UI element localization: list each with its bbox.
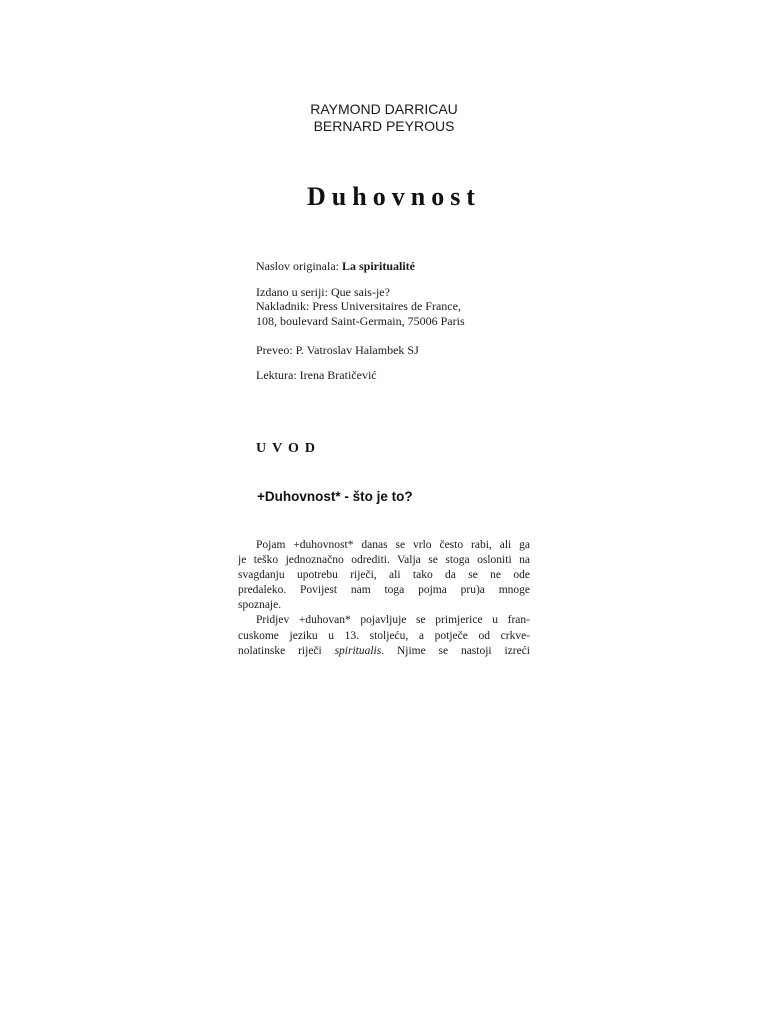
author-name: RAYMOND DARRICAU	[310, 101, 458, 117]
paragraph-line: spoznaje.	[238, 599, 282, 612]
original-title-value: La spiritualité	[341, 259, 415, 273]
authors-block	[0, 101, 768, 135]
paragraph-line: cuskome jeziku u 13. stoljeću, a potječe od crkve-	[238, 629, 530, 642]
paragraph-line: Pojam +duhovnost* danas se vrlo često rabi, ali ga	[256, 539, 530, 551]
publisher-line: Nakladnik: Press Universitaires de France,	[256, 299, 461, 313]
author-name: BERNARD PEYROUS	[313, 118, 455, 134]
proofreading-line: Lektura: Irena Bratičević	[256, 368, 377, 382]
chapter-subheading: +Duhovnost* - što je to?	[257, 489, 413, 504]
paragraph-line: predaleko. Povijest nam toga pojma pru)a mnoge	[238, 584, 530, 597]
section-heading: UVOD	[256, 441, 321, 456]
book-title: Duhovnost	[307, 182, 481, 211]
original-title-line	[256, 259, 415, 274]
paragraph-line-mixed	[238, 644, 530, 659]
paragraph-text: nolatinske riječi	[238, 644, 335, 657]
paragraph-text: . Njime se nastoji izreći	[381, 644, 530, 657]
publisher-address-line: 108, boulevard Saint-Germain, 75006 Paris	[256, 314, 465, 328]
paragraph-line: je teško jednoznačno odrediti. Valja se stoga osloniti na	[238, 554, 530, 567]
italic-term: spiritualis	[334, 644, 382, 657]
series-line: Izdano u seriji: Que sais-je?	[256, 285, 390, 299]
original-title-label: Naslov originala:	[256, 259, 342, 273]
translator-line: Preveo: P. Vatroslav Halambek SJ	[256, 343, 419, 357]
paragraph-line: Pridjev +duhovan* pojavljuje se primjerice u fran-	[256, 614, 530, 627]
paragraph-line: svagdanju upotrebu riječi, ali tako da se ne ode	[238, 569, 530, 582]
body-text	[238, 538, 530, 659]
